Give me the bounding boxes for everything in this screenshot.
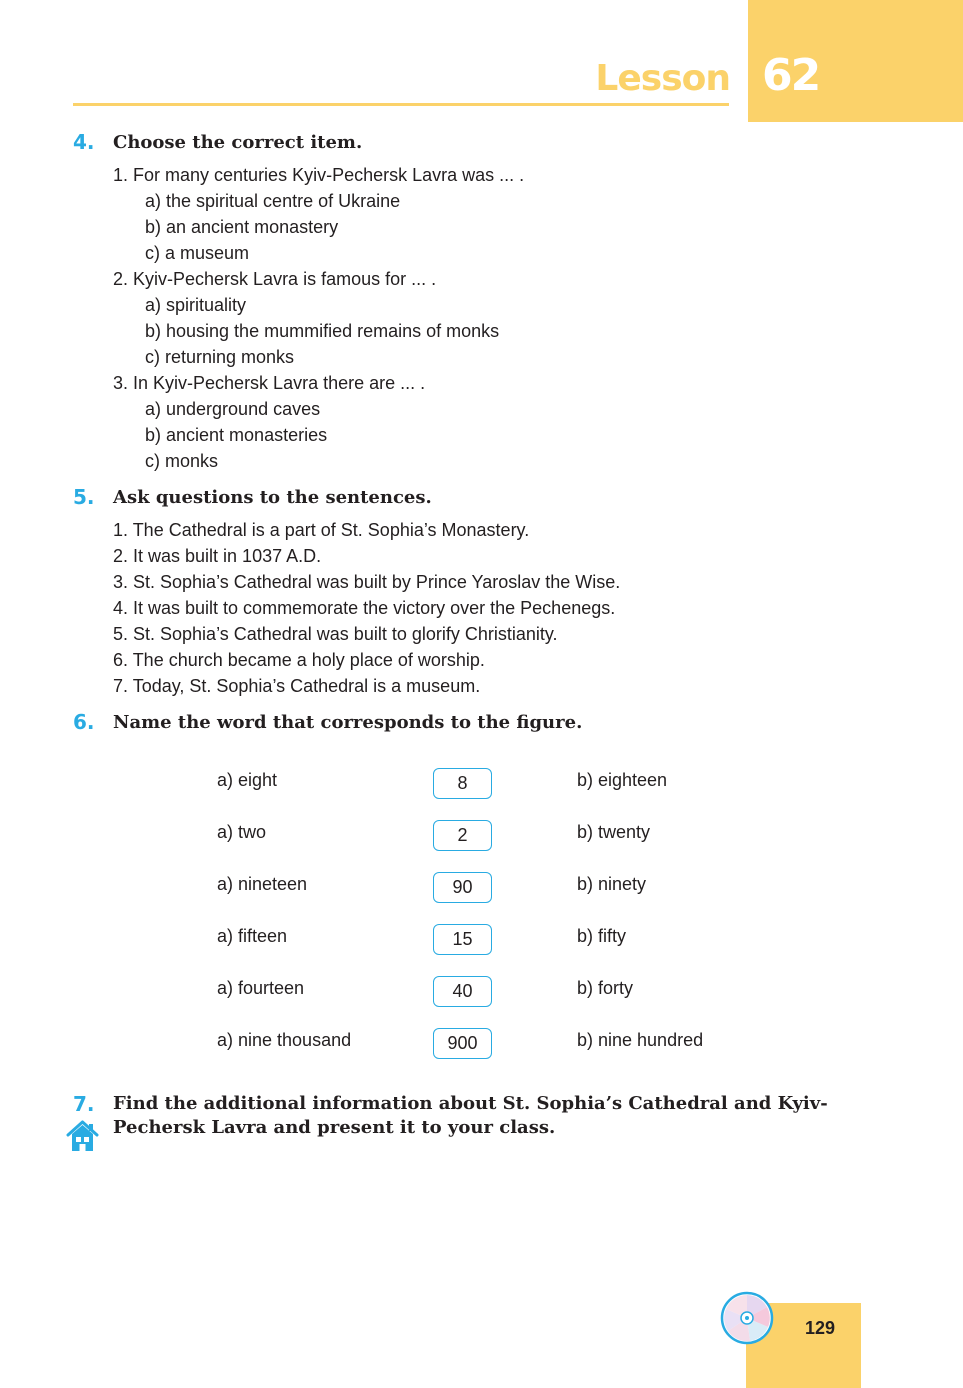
- option-a-row-1: a) eight: [217, 770, 278, 790]
- question-3-option-a: a) underground caves: [145, 399, 321, 419]
- question-1-option-c: c) a museum: [145, 243, 250, 263]
- lesson-number: 62: [762, 50, 820, 101]
- exercise-7-title-line-2: Pechersk Lavra and present it to your class.: [113, 1117, 556, 1138]
- option-a-row-6: a) nine thousand: [217, 1030, 352, 1050]
- option-b-row-4: b) fifty: [577, 926, 627, 946]
- sentence-4: 4. It was built to commemorate the victory over the Pechenegs.: [113, 598, 616, 618]
- sentence-6: 6. The church became a holy place of worship.: [113, 650, 485, 670]
- option-a-row-2: a) two: [217, 822, 267, 842]
- question-3-option-c: c) monks: [145, 451, 219, 471]
- page-number: 129: [804, 1318, 836, 1338]
- sentence-7: 7. Today, St. Sophia’s Cathedral is a museum.: [113, 676, 481, 696]
- exercise-6-number: 6.: [73, 710, 95, 734]
- option-a-row-5: a) fourteen: [217, 978, 305, 998]
- option-b-row-2: b) twenty: [577, 822, 651, 842]
- option-b-row-1: b) eighteen: [577, 770, 668, 790]
- sentence-2: 2. It was built in 1037 A.D.: [113, 546, 322, 566]
- cd-icon: [720, 1291, 774, 1345]
- exercise-7-title-line-1: Find the additional information about St. Sophia’s Cathedral and Kyiv-: [113, 1093, 828, 1114]
- exercise-6-title: Name the word that corresponds to the figure.: [113, 712, 583, 733]
- option-b-row-3: b) ninety: [577, 874, 647, 894]
- question-2: 2. Kyiv-Pechersk Lavra is famous for ... .: [113, 269, 437, 289]
- question-1-option-a: a) the spiritual centre of Ukraine: [145, 191, 401, 211]
- sentence-5: 5. St. Sophia’s Cathedral was built to glorify Christianity.: [113, 624, 558, 644]
- question-2-option-b: b) housing the mummified remains of monks: [145, 321, 500, 341]
- question-2-option-a: a) spirituality: [145, 295, 247, 315]
- option-b-row-6: b) nine hundred: [577, 1030, 704, 1050]
- question-3: 3. In Kyiv-Pechersk Lavra there are ... .: [113, 373, 426, 393]
- sentence-3: 3. St. Sophia’s Cathedral was built by Prince Yaroslav the Wise.: [113, 572, 621, 592]
- exercise-4-number: 4.: [73, 130, 95, 154]
- sentence-1: 1. The Cathedral is a part of St. Sophia’s Monastery.: [113, 520, 530, 540]
- option-b-row-5: b) forty: [577, 978, 634, 998]
- home-icon: [66, 1120, 99, 1152]
- question-1-option-b: b) an ancient monastery: [145, 217, 339, 237]
- figure-box-row-3: 90: [433, 872, 492, 903]
- exercise-5-title: Ask questions to the sentences.: [113, 487, 432, 508]
- option-a-row-3: a) nineteen: [217, 874, 308, 894]
- exercise-4-title: Choose the correct item.: [113, 132, 363, 153]
- figure-box-row-1: 8: [433, 768, 492, 799]
- exercise-7-number: 7.: [73, 1092, 95, 1116]
- exercise-5-number: 5.: [73, 485, 95, 509]
- figure-box-row-2: 2: [433, 820, 492, 851]
- lesson-label: Lesson: [595, 58, 730, 99]
- figure-box-row-6: 900: [433, 1028, 492, 1059]
- figure-box-row-5: 40: [433, 976, 492, 1007]
- question-1: 1. For many centuries Kyiv-Pechersk Lavra was ... .: [113, 165, 525, 185]
- header-divider: [73, 103, 729, 106]
- figure-box-row-4: 15: [433, 924, 492, 955]
- question-3-option-b: b) ancient monasteries: [145, 425, 328, 445]
- question-2-option-c: c) returning monks: [145, 347, 295, 367]
- option-a-row-4: a) fifteen: [217, 926, 288, 946]
